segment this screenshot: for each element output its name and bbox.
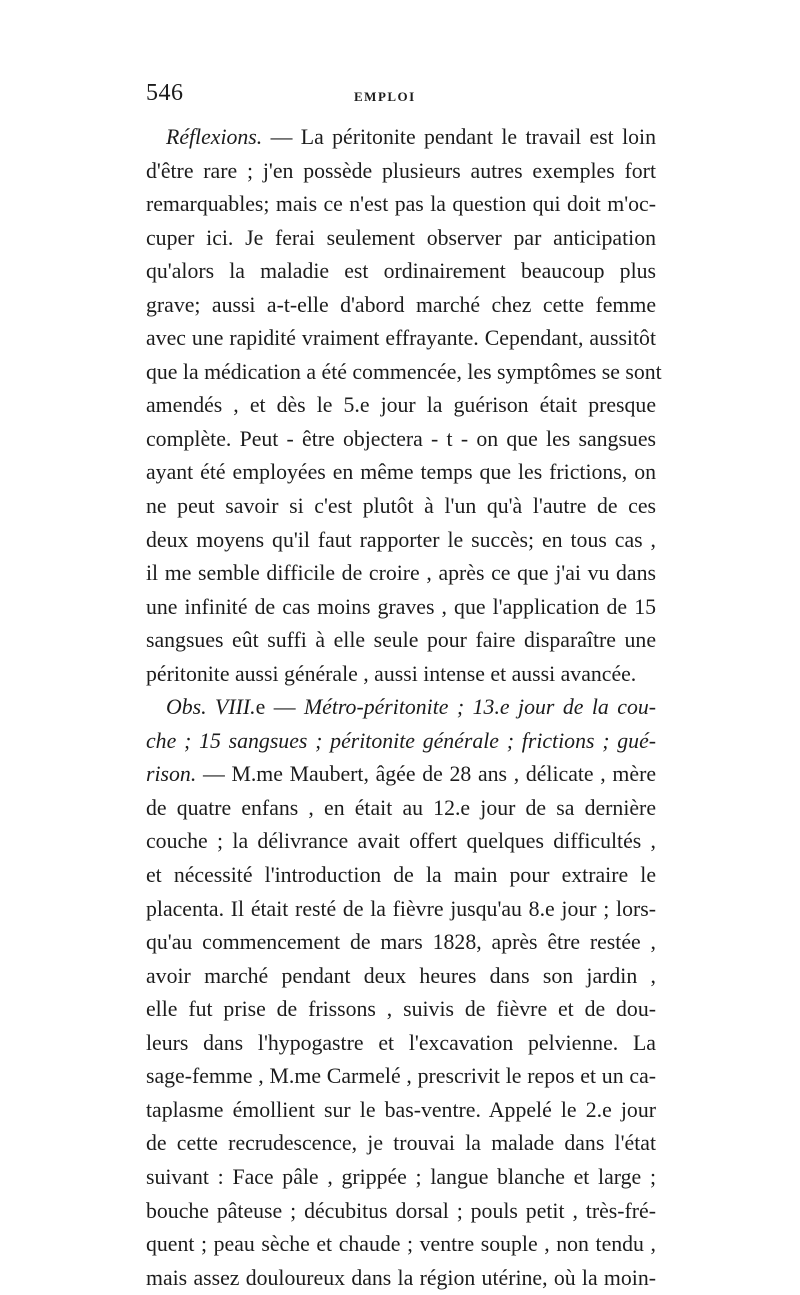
- text-run: suivant : Face pâle , grippée ; langue blanche et large ;: [146, 1164, 656, 1189]
- text-run: que la médication a été commencée, les symptômes se sont: [146, 359, 662, 384]
- running-head: EMPLOI: [354, 89, 416, 104]
- text-run: amendés , et dès le 5.e jour la guérison était presque: [146, 393, 656, 418]
- text-run: avec une rapidité vraiment effrayante. Cependant, aussitôt: [146, 326, 656, 351]
- text-run: sangsues eût suffi à elle seule pour faire disparaître une: [146, 628, 656, 653]
- text-run: e: [255, 695, 266, 720]
- text-line: [146, 926, 656, 960]
- text-line: [146, 1127, 656, 1161]
- text-line: [146, 1228, 656, 1262]
- text-line: [146, 1094, 656, 1128]
- paragraph: [146, 691, 656, 1295]
- text-line: [146, 1262, 656, 1295]
- text-run: il me semble difficile de croire , après ce que j'ai vu dans: [146, 561, 656, 586]
- text-line: [146, 423, 656, 457]
- page-number: 546: [146, 80, 184, 106]
- text-line: [146, 155, 656, 189]
- text-run: qu'alors la maladie est ordinairement beaucoup plus: [146, 259, 656, 284]
- text-run: remarquables; mais ce n'est pas la question qui doit m'oc-: [146, 192, 656, 217]
- page-header: [146, 80, 656, 120]
- text-line: [146, 893, 656, 927]
- text-run: — M.me Maubert, âgée de 28 ans , délicate , mère: [196, 762, 656, 787]
- text-line: [146, 825, 656, 859]
- paragraph: [146, 121, 662, 691]
- text-run: Réflexions.: [166, 125, 263, 149]
- text-line: [146, 859, 656, 893]
- text-run: grave; aussi a-t-elle d'abord marché chez cette femme: [146, 292, 656, 317]
- text-line: [146, 356, 662, 390]
- text-run: couche ; la délivrance avait offert quelques difficultés ,: [146, 829, 656, 854]
- text-run: de quatre enfans , en était au 12.e jour de sa dernière: [146, 795, 656, 820]
- text-line: [146, 456, 656, 490]
- text-line: [146, 960, 656, 994]
- text-line: [146, 289, 656, 323]
- text-run: elle fut prise de frissons , suivis de fièvre et de dou-: [146, 997, 656, 1022]
- text-line: [146, 490, 656, 524]
- text-line: [146, 792, 656, 826]
- text-run: cuper ici. Je ferai seulement observer par anticipation: [146, 225, 656, 250]
- text-line: [146, 993, 656, 1027]
- text-run: rison.: [146, 762, 197, 787]
- text-line: [146, 758, 656, 792]
- text-line: [146, 121, 656, 155]
- text-run: che ; 15 sangsues ; péritonite générale ; frictions ; gué-: [146, 728, 656, 753]
- text-run: sage-femme , M.me Carmelé , prescrivit le repos et un ca-: [146, 1064, 656, 1089]
- text-line: [146, 624, 656, 658]
- text-line: [146, 691, 656, 725]
- text-line: [146, 322, 656, 356]
- text-run: de cette recrudescence, je trouvai la malade dans l'état: [146, 1131, 656, 1156]
- body-text: [146, 121, 662, 1295]
- text-line: [146, 725, 656, 759]
- text-run: Obs. VIII.: [166, 695, 256, 720]
- text-line: [146, 591, 656, 625]
- text-run: — La péritonite pendant le travail est loin: [262, 125, 656, 149]
- text-run: complète. Peut - être objectera - t - on que les sangsues: [146, 426, 656, 451]
- text-run: et nécessité l'introduction de la main pour extraire le: [146, 863, 656, 888]
- text-line: [146, 1161, 656, 1195]
- text-run: mais assez douloureux dans la région utérine, où la moin-: [146, 1265, 656, 1290]
- text-line: [146, 389, 656, 423]
- text-line: [146, 255, 656, 289]
- text-run: qu'au commencement de mars 1828, après être restée ,: [146, 930, 656, 955]
- text-run: péritonite aussi générale , aussi intense et aussi avancée.: [146, 661, 637, 686]
- text-run: quent ; peau sèche et chaude ; ventre souple , non tendu ,: [146, 1232, 656, 1257]
- text-line: [146, 524, 656, 558]
- text-line: [146, 557, 656, 591]
- text-line: [146, 1060, 656, 1094]
- text-line: [146, 1195, 656, 1229]
- text-run: ne peut savoir si c'est plutôt à l'un qu'à l'autre de ces: [146, 494, 656, 519]
- text-run: deux moyens qu'il faut rapporter le succès; en tous cas ,: [146, 527, 656, 552]
- text-line: [146, 188, 656, 222]
- text-line: [146, 1027, 656, 1061]
- text-run: d'être rare ; j'en possède plusieurs autres exemples fort: [146, 158, 656, 183]
- text-run: une infinité de cas moins graves , que l'application de 15: [146, 594, 656, 619]
- text-run: —: [265, 695, 304, 720]
- text-run: ayant été employées en même temps que les frictions, on: [146, 460, 656, 485]
- text-run: Métro-péritonite ; 13.e jour de la cou-: [304, 695, 657, 720]
- text-line: [146, 658, 656, 692]
- text-run: placenta. Il était resté de la fièvre jusqu'au 8.e jour ; lors-: [146, 896, 656, 921]
- text-run: leurs dans l'hypogastre et l'excavation pelvienne. La: [146, 1030, 656, 1055]
- text-run: taplasme émollient sur le bas-ventre. Appelé le 2.e jour: [146, 1097, 656, 1122]
- text-line: [146, 222, 656, 256]
- text-run: avoir marché pendant deux heures dans son jardin ,: [146, 963, 656, 988]
- text-run: bouche pâteuse ; décubitus dorsal ; pouls petit , très-fré-: [146, 1198, 656, 1223]
